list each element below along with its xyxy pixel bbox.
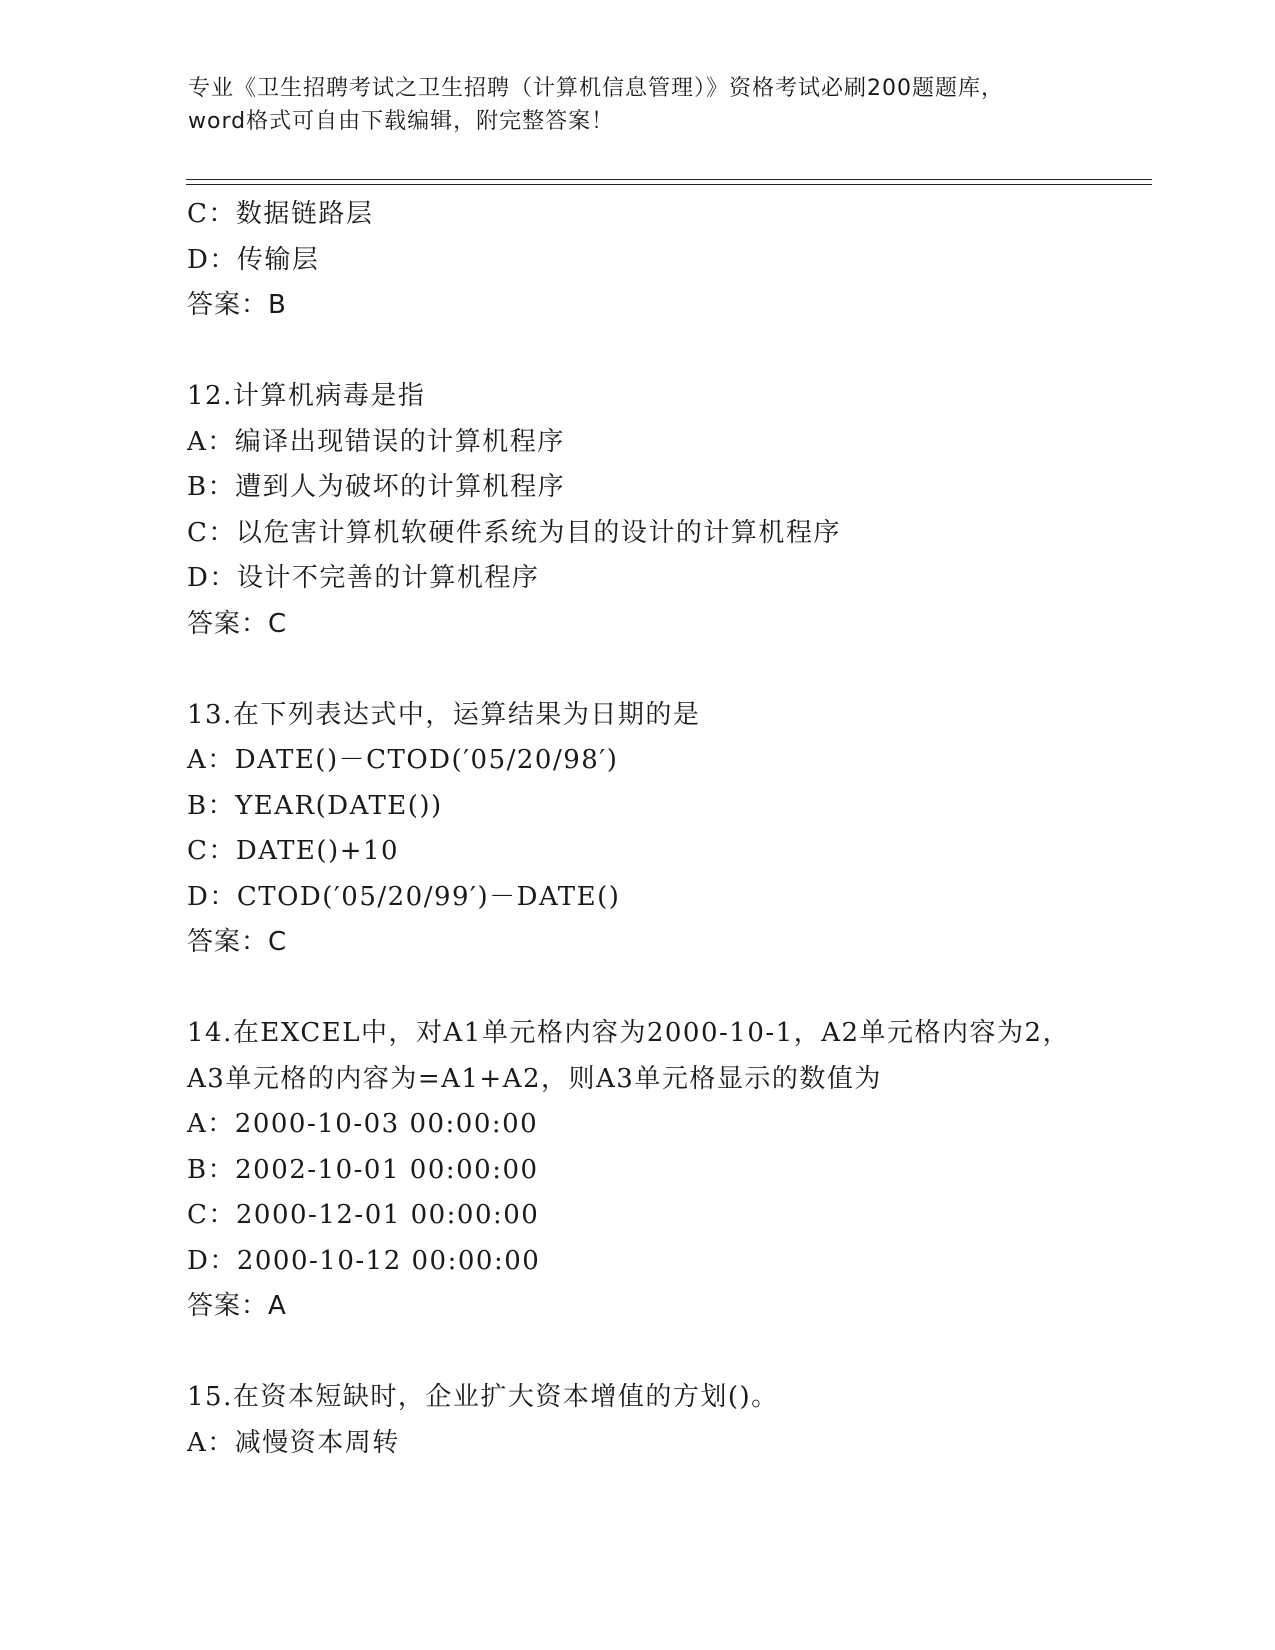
option-d: D：2000-10-12 00:00:00 [187,1245,541,1276]
question-stem: 13.在下列表达式中，运算结果为日期的是 [187,699,701,730]
answer-line: 答案：A [187,1291,287,1321]
answer-line: 答案：B [187,290,287,320]
spacer [187,1330,1147,1376]
option-d: D：CTOD(′05/20/99′)－DATE() [187,881,621,912]
question-stem: 12.计算机病毒是指 [187,381,426,411]
answer-line: 答案：C [187,927,288,957]
option-c: C：以危害计算机软硬件系统为目的设计的计算机程序 [187,517,841,548]
question-12 [187,374,1147,647]
option-b: B：YEAR(DATE()) [187,790,443,821]
option-b: B：2002-10-01 00:00:00 [187,1154,539,1185]
option-a: A：2000-10-03 00:00:00 [187,1109,539,1139]
spacer [187,329,1147,375]
option-a: A：DATE()－CTOD(′05/20/98′) [187,745,619,775]
question-stem: 14.在EXCEL中，对A1单元格内容为2000-10-1，A2单元格内容为2， [187,1018,1071,1048]
header-rule-top [186,179,1152,180]
header-rule-bottom [186,184,1152,185]
question-list [187,192,1147,1466]
option-d: D：设计不完善的计算机程序 [187,563,540,593]
option-c: C：2000-12-01 00:00:00 [187,1200,540,1230]
document-header [188,72,1088,138]
spacer [187,647,1147,693]
question-15 [187,1375,1147,1466]
option-a: A：减慢资本周转 [187,1427,400,1458]
option-c: C：DATE()+10 [187,836,400,866]
spacer [187,966,1147,1012]
option-d: D：传输层 [187,244,320,275]
option-c: C：数据链路层 [187,199,374,229]
question-fragment [187,192,1147,329]
header-line-1: 专业《卫生招聘考试之卫生招聘（计算机信息管理）》资格考试必刷200题题库， [188,76,1004,101]
question-stem: 15.在资本短缺时，企业扩大资本增值的方划()。 [187,1382,779,1412]
option-a: A：编译出现错误的计算机程序 [187,426,565,457]
question-14 [187,1011,1147,1330]
option-b: B：遭到人为破坏的计算机程序 [187,472,566,502]
header-line-2: word格式可自由下载编辑，附完整答案！ [188,109,615,134]
question-13 [187,693,1147,966]
question-stem-continued: A3单元格的内容为=A1+A2，则A3单元格显示的数值为 [187,1063,882,1094]
answer-line: 答案：C [187,608,288,639]
